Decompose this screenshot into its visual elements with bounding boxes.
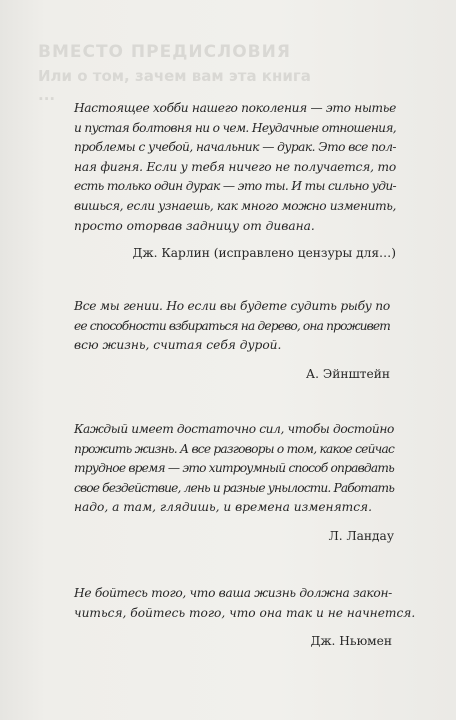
quote-line: ная фигня. Если у тебя ничего не получается, то (74, 159, 396, 174)
quote-line: есть только один дурак — это ты. И ты сильно уди- (74, 179, 396, 194)
quote-line: читься, бойтесь того, что она так и не начнется. (74, 605, 416, 620)
quote-line: Не бойтесь того, что ваша жизнь должна закон- (74, 586, 392, 600)
epigraph-newman (74, 584, 416, 650)
quote-author: Л. Ландау (328, 528, 394, 543)
quote-line: трудное время — это хитроумный способ оправдать (74, 461, 394, 476)
show-through-subheading: Или о том, зачем вам эта книга (38, 67, 311, 85)
quote-line: Все мы гении. Но если вы будете судить рыбу по (74, 299, 390, 313)
quote-line: свое бездействие, лень и разные унылости. Работать (74, 480, 394, 495)
quote-line: и пустая болтовня ни о чем. Неудачные отношения, (74, 120, 396, 135)
quote-line: вишься, если узнаешь, как много можно изменить, (74, 198, 396, 213)
epigraph-einstein (74, 297, 390, 383)
quote-line: Каждый имеет достаточно сил, чтобы достойно (74, 422, 394, 436)
quote-line: надо, а там, глядишь, и времена изменятся. (74, 500, 372, 515)
show-through-heading: ВМЕСТО ПРЕДИСЛОВИЯ (38, 42, 291, 62)
epigraph-landau (74, 420, 394, 545)
epigraph-carlin (74, 99, 396, 262)
quote-line: проблемы с учебой, начальник — дурак. Это все пол- (74, 140, 396, 155)
quote-text (74, 584, 416, 623)
show-through-subheading-2: ... (38, 86, 56, 104)
quote-author: А. Эйнштейн (305, 366, 390, 381)
quote-line: просто оторвав задницу от дивана. (74, 218, 315, 233)
quote-text (74, 297, 390, 356)
quote-author: Дж. Ньюмен (310, 634, 392, 649)
quote-line: всю жизнь, считая себя дурой. (74, 338, 282, 353)
quote-line: Настоящее хобби нашего поколения — это нытье (74, 101, 396, 115)
quote-text (74, 99, 396, 236)
quote-line: прожить жизнь. А все разговоры о том, какое сейчас (74, 441, 394, 456)
quote-text (74, 420, 394, 518)
quote-line: ее способности взбираться на дерево, она проживет (74, 318, 390, 333)
quote-author: Дж. Карлин (исправлено цензуры для…) (132, 246, 396, 261)
